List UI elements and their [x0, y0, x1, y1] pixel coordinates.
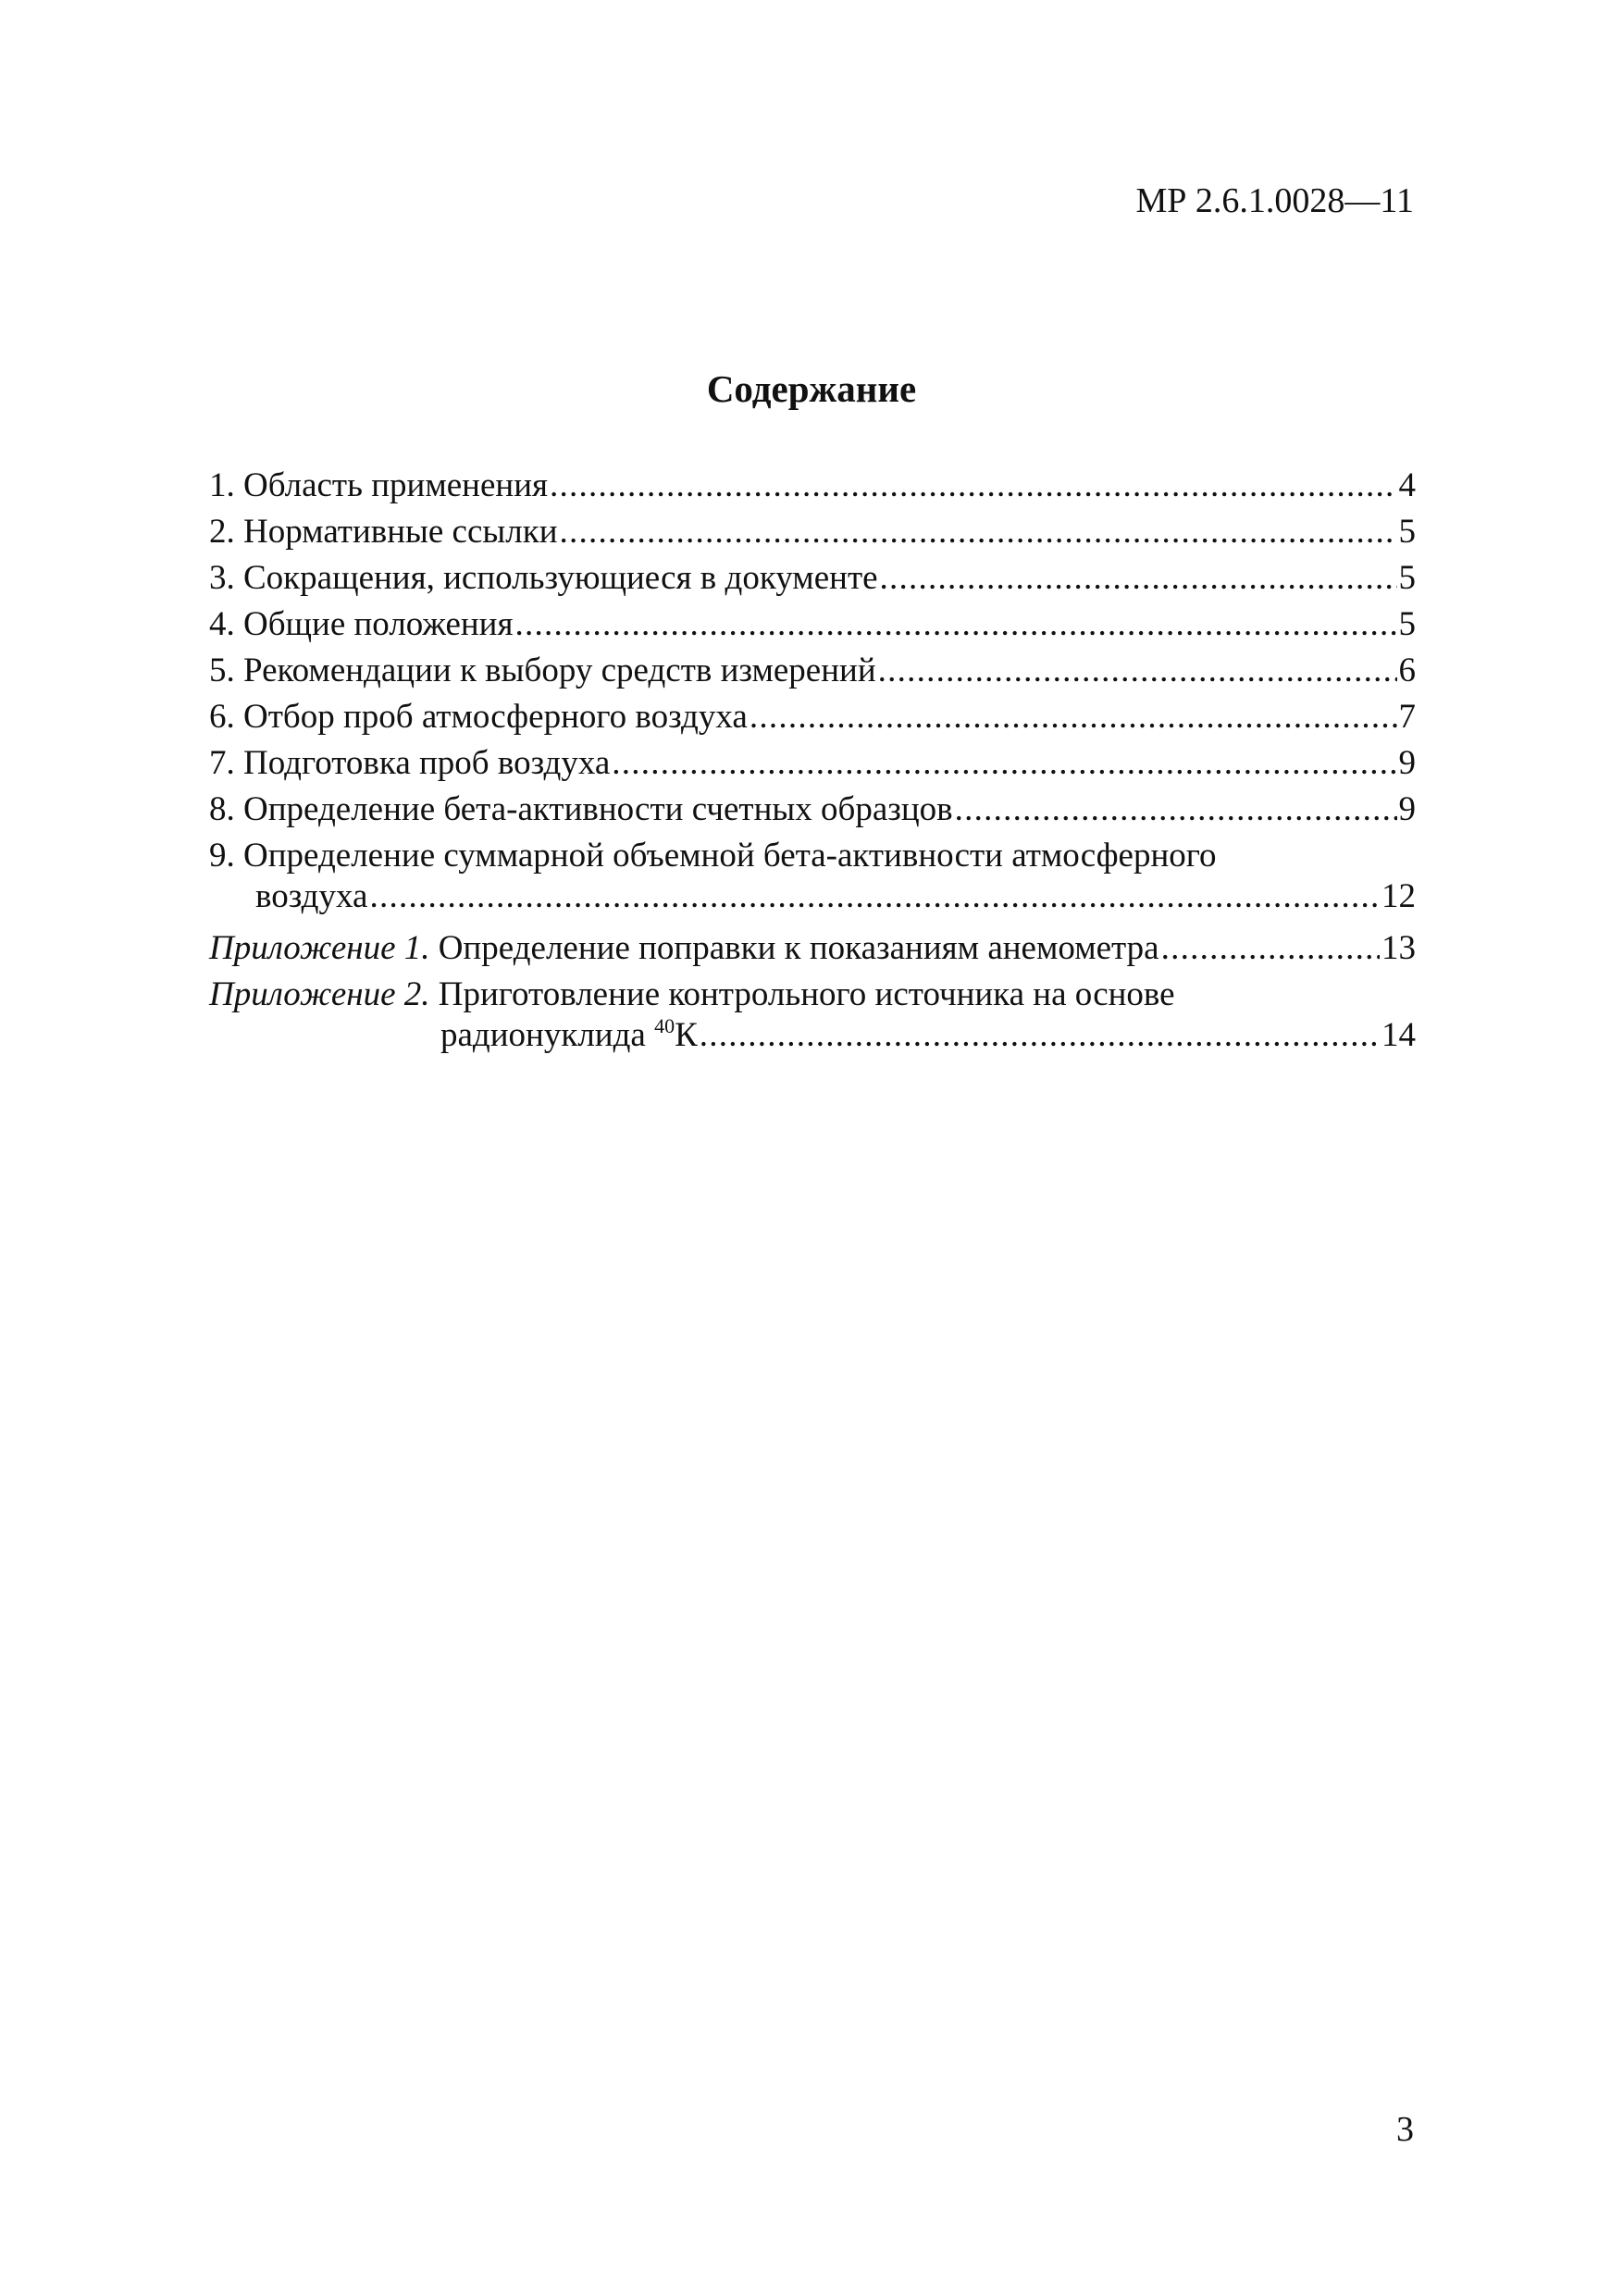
toc-entry[interactable] [209, 648, 1416, 694]
toc-entry[interactable] [209, 787, 1416, 833]
appendix-label: Приложение 2. [209, 975, 430, 1013]
toc-entry-title-line2: воздуха [255, 877, 368, 915]
toc-entry-title: 1. Область применения [209, 466, 549, 504]
dot-leader [880, 555, 1397, 602]
toc-entry-title: 4. Общие положения [209, 605, 514, 643]
toc-entry-title-line1: Приготовление контрольного источника на основе [429, 975, 1175, 1013]
dot-leader [750, 694, 1397, 740]
toc-entry-page: 14 [1381, 1016, 1416, 1054]
toc-entry[interactable] [209, 509, 1416, 555]
toc-entry-page: 5 [1398, 559, 1416, 597]
toc-entry-title: 2. Нормативные ссылки [209, 513, 558, 551]
toc-entry[interactable] [209, 463, 1416, 509]
element-symbol: К [675, 1016, 698, 1054]
toc-entry-page: 5 [1398, 605, 1416, 643]
document-code: МР 2.6.1.0028—11 [1135, 181, 1414, 220]
toc-entry-page: 12 [1381, 877, 1416, 915]
dot-leader [560, 509, 1397, 555]
toc-entry-page: 4 [1398, 466, 1416, 504]
table-of-contents [209, 463, 1416, 1064]
dot-leader [550, 463, 1396, 509]
toc-entry-title-line2: радионуклида [440, 1016, 655, 1054]
dot-leader [514, 602, 1396, 648]
toc-entry[interactable] [209, 602, 1416, 648]
page-number: 3 [1396, 2110, 1414, 2149]
appendix-label: Приложение 1. [209, 929, 430, 967]
toc-entry[interactable] [209, 972, 1416, 1064]
toc-entry-title: 6. Отбор проб атмосферного воздуха [209, 698, 748, 736]
dot-leader [955, 787, 1397, 833]
toc-entry-page: 6 [1398, 652, 1416, 689]
toc-entry-page: 13 [1381, 929, 1416, 967]
dot-leader [1161, 925, 1380, 972]
toc-entry[interactable] [209, 740, 1416, 787]
isotope-mass-number: 40 [654, 1014, 675, 1037]
toc-entry-page: 7 [1398, 698, 1416, 736]
page-title: Содержание [706, 367, 917, 410]
dot-leader [369, 874, 1380, 920]
toc-entry[interactable] [209, 833, 1416, 925]
toc-entry[interactable] [209, 925, 1416, 972]
toc-entry-title: 8. Определение бета-активности счетных образцов [209, 790, 953, 828]
toc-entry-title: 5. Рекомендации к выбору средств измерений [209, 652, 876, 689]
toc-entry-page: 9 [1398, 744, 1416, 782]
toc-entry-title: 3. Сокращения, использующиеся в документе [209, 559, 878, 597]
toc-entry-page: 5 [1398, 513, 1416, 551]
toc-entry-title: 7. Подготовка проб воздуха [209, 744, 611, 782]
toc-entry[interactable] [209, 694, 1416, 740]
toc-entry-page: 9 [1398, 790, 1416, 828]
dot-leader [700, 1012, 1380, 1059]
dot-leader [878, 648, 1397, 694]
dot-leader [612, 740, 1396, 787]
toc-entry-title: Определение поправки к показаниям анемометра [429, 929, 1159, 967]
toc-entry-title-line1: 9. Определение суммарной объемной бета-активности атмосферного [209, 837, 1217, 875]
toc-entry[interactable] [209, 555, 1416, 602]
